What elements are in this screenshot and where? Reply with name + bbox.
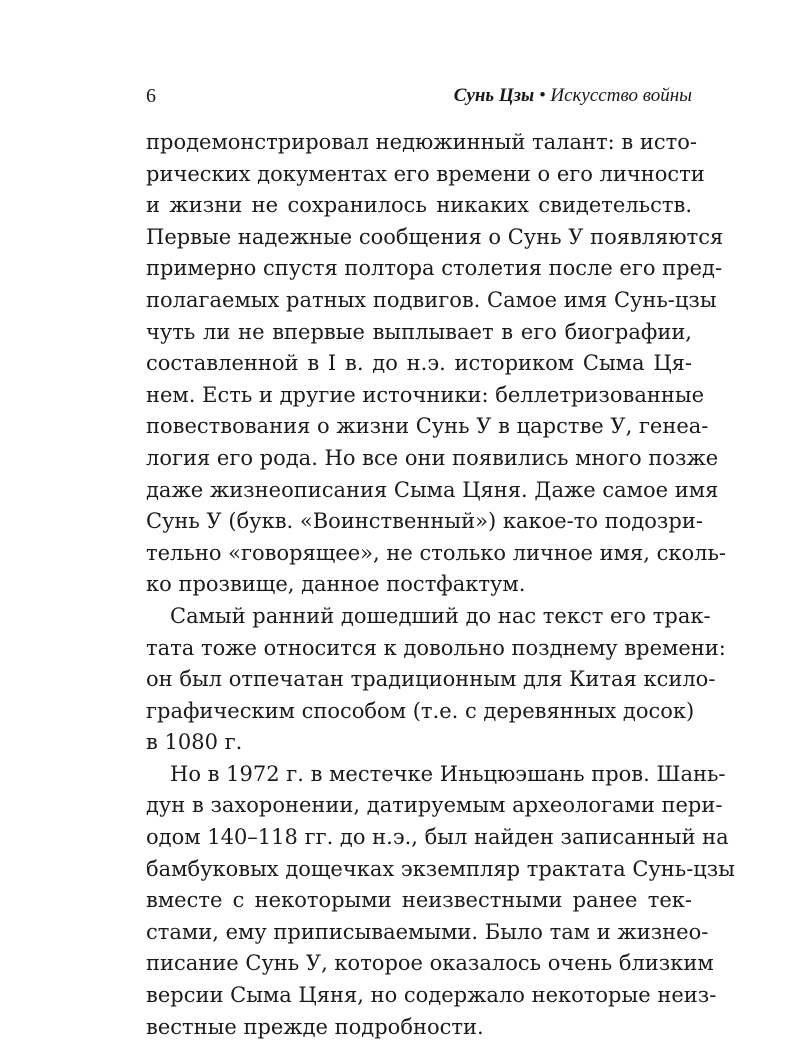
text-line: чуть ли не впервые выплывает в его биографии, xyxy=(146,319,692,344)
text-line: стами, ему приписываемыми. Было там и жизнео- xyxy=(146,919,709,944)
text-line: Первые надежные сообщения о Сунь У появляются xyxy=(146,224,724,249)
text-line: и жизни не сохранилось никаких свидетельств. xyxy=(146,193,692,218)
text-line: дун в захоронении, датируемым археологами пери- xyxy=(146,793,723,818)
text-line: Самый ранний дошедший до нас текст его трак- xyxy=(170,603,711,628)
author-name: Сунь Цзы xyxy=(453,85,535,106)
text-line: продемонстрировал недюжинный талант: в исто- xyxy=(146,130,697,154)
book-title: Искусство войны xyxy=(550,85,692,106)
text-line: примерно спустя полтора столетия после его пред- xyxy=(146,256,723,281)
text-line: в 1080 г. xyxy=(146,730,243,755)
text-line: графическим способом (т.е. с деревянных досок) xyxy=(146,698,695,723)
running-header xyxy=(146,84,692,108)
body-text xyxy=(146,127,735,1043)
page-number: 6 xyxy=(146,85,156,107)
text-line: логия его рода. Но все они появились много позже xyxy=(146,445,719,470)
text-line: составленной в I в. до н.э. историком Сыма Ця- xyxy=(146,351,692,376)
text-line: вместе с некоторыми неизвестными ранее тек- xyxy=(146,888,692,913)
text-line: Но в 1972 г. в местечке Иньцюэшань пров. Шань- xyxy=(170,761,726,786)
text-line: полагаемых ратных подвигов. Самое имя Сунь-цзы xyxy=(146,287,717,312)
text-line: тельно «говорящее», не столько личное имя, сколь- xyxy=(146,540,726,565)
text-line: нем. Есть и другие источники: беллетризованные xyxy=(146,382,705,407)
text-line: ко прозвище, данное постфактум. xyxy=(146,572,526,597)
text-line: версии Сыма Цяня, но содержало некоторые неиз- xyxy=(146,983,717,1008)
text-line: он был отпечатан традиционным для Китая ксило- xyxy=(146,667,716,692)
book-title-header xyxy=(454,84,692,108)
text-line: тата тоже относится к довольно позднему времени: xyxy=(146,635,726,660)
text-line: писание Сунь У, которое оказалось очень близким xyxy=(146,951,714,976)
text-line: одом 140–118 гг. до н.э., был найден записанный на xyxy=(146,825,729,850)
text-line: Сунь У (букв. «Воинственный») какое-то подозри- xyxy=(146,509,703,534)
text-line: даже жизнеописания Сыма Цяня. Даже самое имя xyxy=(146,477,719,502)
text-line: вестные прежде подробности. xyxy=(146,1014,484,1039)
paragraph xyxy=(146,127,726,601)
paragraph xyxy=(146,601,726,759)
text-line: рических документах его времени о его личности xyxy=(146,161,705,186)
paragraph xyxy=(146,759,735,1043)
text-line: бамбуковых дощечках экземпляр трактата Сунь-цзы xyxy=(146,856,735,881)
title-separator: • xyxy=(534,85,551,106)
text-line: повествования о жизни Сунь У в царстве У, генеа- xyxy=(146,414,709,439)
